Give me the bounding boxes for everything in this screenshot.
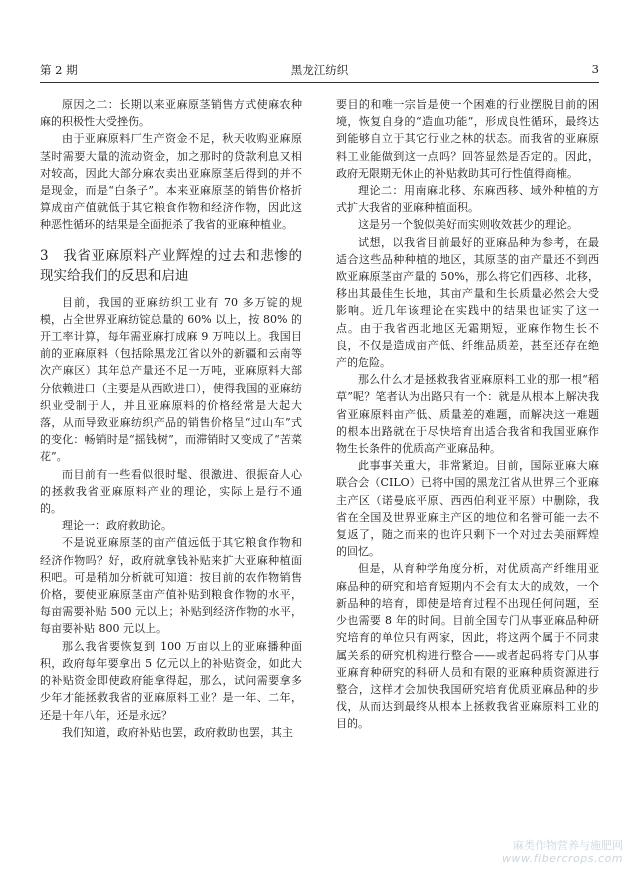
body-paragraph: 那么我省要恢复到 100 万亩以上的亚麻播种面积，政府每年要拿出 5 亿元以上的补贴资金，如此大的补贴资金即使政府能拿得起，那么，试问需要拿多少年才能拯救我省的亚麻原料工业？是一年、二年，还是十年八年，还是永远？ <box>40 639 302 722</box>
left-column <box>40 96 302 741</box>
watermark <box>502 839 623 865</box>
watermark-url: www.fibercrops.com <box>502 852 623 865</box>
body-paragraph: 要目的和唯一宗旨是使一个困难的行业摆脱目前的困境，恢复自身的“造血功能”，形成良性循环，最终达到能够自立于其它行业之林的状态。而我省的亚麻原料工业能做到这一点吗？回答显然是否定的。因此，政府无限期无休止的补贴救助其可行性值得商榷。 <box>336 98 599 180</box>
body-paragraph: 而目前有一些看似很时髦、很激进、很振奋人心的拯救我省亚麻原料产业的理论，实际上是行不通的。 <box>40 467 302 516</box>
body-paragraph: 理论二：用南麻北移、东麻西移、域外种植的方式扩大我省的亚麻种植面积。 <box>336 184 599 215</box>
body-paragraph: 我们知道，政府补贴也罢，政府救助也罢，其主 <box>62 725 293 739</box>
body-paragraph: 这是另一个貌似美好而实则收效甚少的理论。 <box>358 218 578 232</box>
issue-label: 第 2 期 <box>40 63 78 77</box>
watermark-text: 麻类作物营养与施肥网 <box>513 839 623 852</box>
running-header <box>40 62 599 80</box>
body-paragraph: 那么什么才是拯救我省亚麻原料工业的那一根“稻草”呢？笔者认为出路只有一个：就是从根本上解决我省亚麻原料亩产低、质量差的难题，而解决这一难题的根本出路就在于尽快培育出适合我省和我国亚麻作物生长条件的优质高产亚麻品种。 <box>336 373 599 456</box>
page-number: 3 <box>591 62 599 76</box>
body-paragraph: 理论一：政府救助论。 <box>62 519 172 533</box>
section-heading: 3 我省亚麻原料产业辉煌的过去和悲惨的现实给我们的反思和启迪 <box>40 247 302 284</box>
header-rule <box>40 82 599 83</box>
body-paragraph: 目前，我国的亚麻纺织工业有 70 多万锭的规模，占全世界亚麻纺锭总量的 60% 以上，按 80% 的开工率计算，每年需亚麻打成麻 9 万吨以上。我国目前的亚麻原料（包括除黑龙江省以外的新疆和云南等次产麻区）其年总产量还不足一万吨，亚麻原料大部分依赖进口（主要是从西欧进口），使得我国的亚麻纺织业受制于人，并且亚麻原料的价格经常是大起大落，从而导致亚麻纺织产品的销售价格呈“过山车”式的变化：畅销时是“摇钱树”，而滞销时又变成了“苦菜花”。 <box>40 295 302 464</box>
body-paragraph: 由于亚麻原料厂生产资金不足，秋天收购亚麻原茎时需要大量的流动资金，加之那时的贷款利息又相对较高，因此大部分麻农卖出亚麻原茎后得到的并不是现金，而是“白条子”。本来亚麻原茎的销售价格折算成亩产值就低于其它粮食作物和经济作物，因此这种恶性循环的结果是全面扼杀了我省的亚麻种植业。 <box>40 132 302 232</box>
body-paragraph: 不是说亚麻原茎的亩产值远低于其它粮食作物和经济作物吗？好，政府就拿钱补贴来扩大亚麻种植面积吧。可是稍加分析就可知道：按目前的农作物销售价格，要使亚麻原茎亩产值补贴到粮食作物的水平，每亩需要补贴 500 元以上；补贴到经济作物的水平，每亩要补贴 800 元以上。 <box>40 536 302 636</box>
journal-name: 黑龙江纺织 <box>290 63 349 77</box>
right-column <box>336 96 599 733</box>
body-paragraph: 试想，以我省目前最好的亚麻品种为参考，在最适合这些品种种植的地区，其原茎的亩产量还不到西欧亚麻原茎亩产量的 50%，那么将它们西移、北移，移出其最佳生长地，其亩产量和生长质量必然会大受影响。近几年该理论在实践中的结果也证实了这一点。由于我省西北地区无霜期短，亚麻作物生长不良，不仅是造成亩产低、纤维品质差，甚至还存在绝产的危险。 <box>336 235 599 370</box>
body-paragraph: 原因之二：长期以来亚麻原茎销售方式使麻农种麻的积极性大受挫伤。 <box>40 98 302 129</box>
body-paragraph: 此事事关重大，非常紧迫。目前，国际亚麻大麻联合会（CILO）已将中国的黑龙江省从世界三个亚麻主产区（诺曼底平原、西西伯利亚平原）中删除，我省在全国及世界亚麻主产区的地位和名誉可能一去不复返了，随之而来的也许只剩下一个对过去美丽辉煌的回忆。 <box>336 459 599 559</box>
body-paragraph: 但是，从育种学角度分析，对优质高产纤维用亚麻品种的研究和培育短期内不会有太大的成效，一个新品种的培育，即使是培育过程不出现任何问题，至少也需要 8 年的时间。目前全国专门从事亚麻品种研究培育的单位只有两家，因此，将这两个属于不同隶属关系的研究机构进行整合——或者起码将专门从事亚麻育种研究的科研人员和有限的亚麻种质资源进行整合，这样才会加快我国研究培育优质亚麻品种的步伐，从而达到最终从根本上拯救我省亚麻原料工业的目的。 <box>336 562 599 731</box>
